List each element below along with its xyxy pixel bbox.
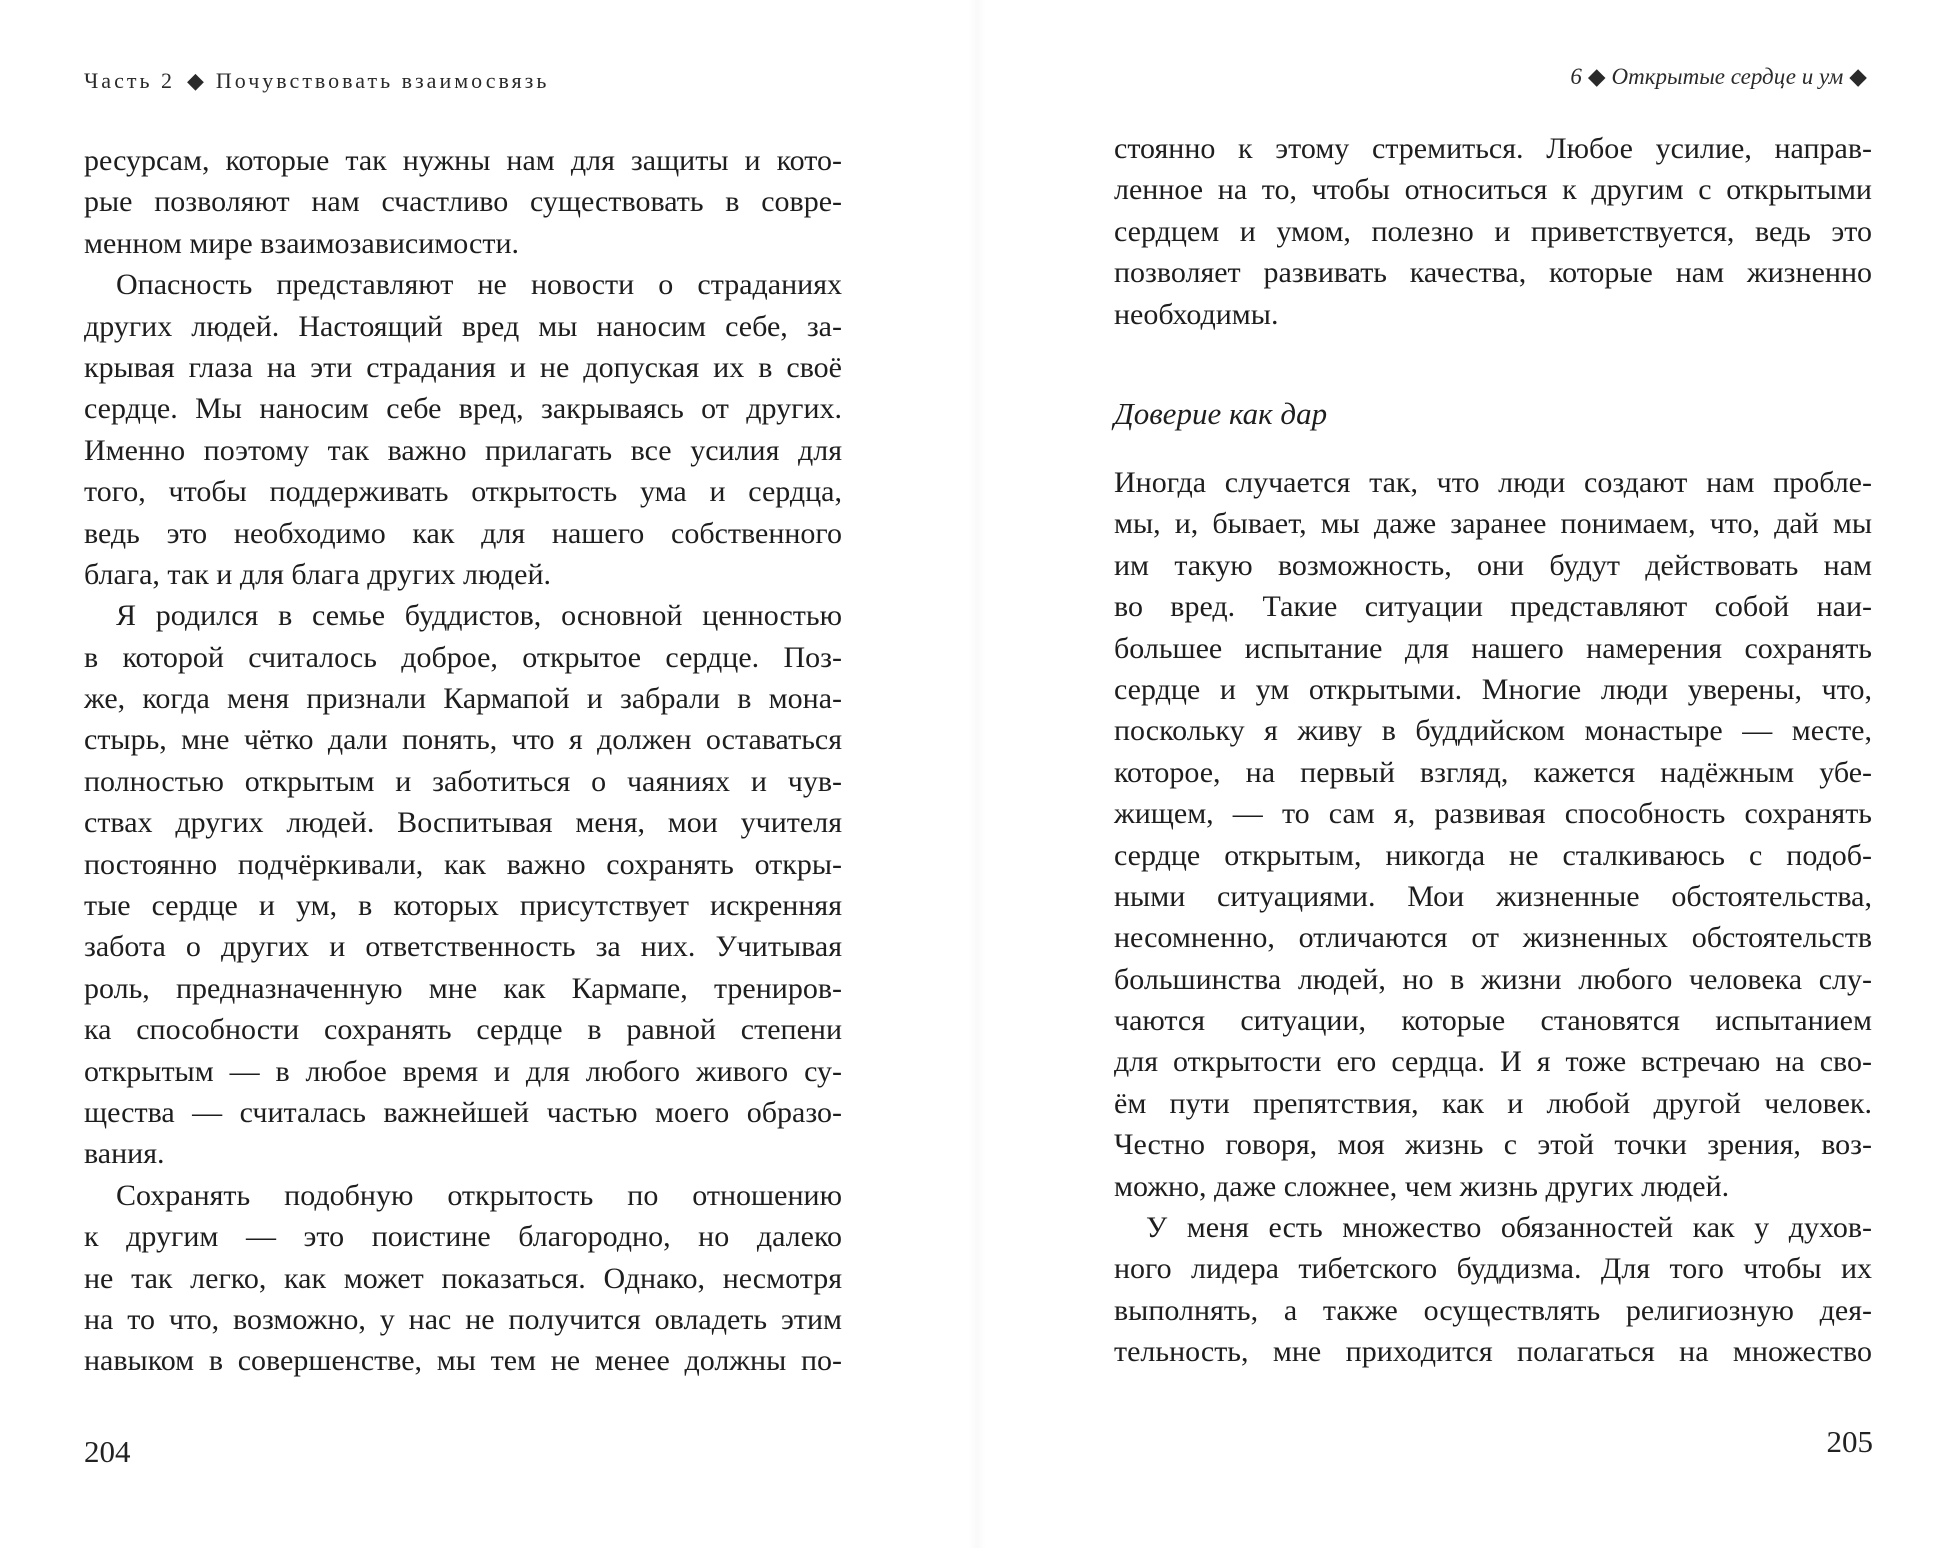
- text-line: сердце и ум открытыми. Многие люди уверены, что,: [1114, 672, 1872, 706]
- text-line: ного лидера тибетского буддизма. Для того чтобы их: [1114, 1252, 1872, 1286]
- text-line: ка способности сохранять сердце в равной степени: [84, 1013, 842, 1047]
- text-line: чаются ситуации, которые становятся испытанием: [1114, 1004, 1872, 1038]
- text-line: большее испытание для нашего намерения сохранять: [1114, 631, 1872, 665]
- text-line: же, когда меня признали Кармапой и забрали в мона-: [84, 682, 842, 716]
- text-line: крывая глаза на эти страдания и не допуская их в своё: [84, 350, 842, 384]
- book-gutter: [968, 0, 986, 1548]
- text-line: стоянно к этому стремиться. Любое усилие, направ-: [1114, 132, 1872, 165]
- text-line: можно, даже сложнее, чем жизнь других людей.: [1114, 1169, 1730, 1203]
- text-line: роль, предназначенную мне как Кармапе, трениров-: [84, 971, 842, 1005]
- text-line: того, чтобы поддерживать открытость ума и сердца,: [84, 475, 842, 509]
- text-line: ресурсам, которые так нужны нам для защиты и кото-: [84, 144, 842, 177]
- text-line: поскольку я живу в буддийском монастыре — месте,: [1114, 714, 1872, 748]
- section-heading: Доверие как дар: [1114, 396, 1328, 431]
- text-line: сердцем и умом, полезно и приветствуется, ведь это: [1114, 214, 1872, 248]
- text-line: сердце открытым, никогда не сталкиваюсь с подоб-: [1114, 838, 1872, 872]
- page-number: 204: [84, 1434, 131, 1469]
- text-line: ём пути препятствия, как и любой другой человек.: [1114, 1086, 1872, 1120]
- text-line: сердце. Мы наносим себе вред, закрываясь от других.: [84, 392, 842, 426]
- text-line: забота о других и ответственность за них. Учитывая: [84, 930, 842, 964]
- text-line: ведь это необходимо как для нашего собственного: [84, 516, 842, 550]
- text-line: для открытости его сердца. И я тоже встречаю на сво-: [1114, 1045, 1872, 1079]
- text-line: позволяет развивать качества, которые нам жизненно: [1114, 256, 1872, 290]
- text-line: щества — считалась важнейшей частью моего образо-: [84, 1095, 842, 1129]
- text-line: ствах других людей. Воспитывая меня, мои учителя: [84, 806, 842, 840]
- text-line: постоянно подчёркивали, как важно сохранять откры-: [84, 847, 842, 881]
- diamond-separator-icon: ◆: [1849, 64, 1867, 89]
- text-line: тельность, мне приходится полагаться на множество: [1114, 1335, 1872, 1369]
- text-line: других людей. Настоящий вред мы наносим себе, за-: [84, 309, 842, 343]
- text-line: которое, на первый взгляд, кажется надёжным убе-: [1114, 755, 1872, 789]
- text-line: блага, так и для блага других людей.: [84, 557, 552, 591]
- right-page: [990, 0, 1943, 1548]
- running-head-left: [84, 68, 549, 94]
- part-title: Почувствовать взаимосвязь: [215, 68, 550, 93]
- chapter-title: Открытые сердце и ум: [1611, 64, 1844, 89]
- text-line: не так легко, как может показаться. Однако, несмотря: [84, 1261, 842, 1295]
- left-page: [0, 0, 960, 1548]
- text-line: жищем, — то сам я, развивая способность сохранять: [1114, 797, 1872, 831]
- text-line: Я родился в семье буддистов, основной ценностью: [116, 599, 842, 633]
- text-line: Честно говоря, моя жизнь с этой точки зрения, воз-: [1114, 1128, 1872, 1162]
- diamond-separator-icon: ◆: [1587, 64, 1606, 89]
- text-line: им такую возможность, они будут действовать нам: [1114, 548, 1872, 582]
- text-line: мы, и, бывает, мы даже заранее понимаем, что, дай мы: [1114, 507, 1872, 541]
- text-line: вания.: [84, 1137, 165, 1171]
- text-line: Иногда случается так, что люди создают нам пробле-: [1114, 466, 1872, 499]
- text-line: открытым — в любое время и для любого живого су-: [84, 1054, 842, 1088]
- text-line: стырь, мне чётко дали понять, что я должен оставаться: [84, 723, 842, 757]
- text-line: большинства людей, но в жизни любого человека слу-: [1114, 962, 1872, 996]
- text-line: менном мире взаимозависимости.: [84, 226, 520, 260]
- text-line: У меня есть множество обязанностей как у духов-: [1146, 1211, 1872, 1245]
- page-number: 205: [1826, 1424, 1873, 1459]
- text-line: Сохранять подобную открытость по отношению: [116, 1178, 842, 1212]
- diamond-separator-icon: ◆: [186, 68, 204, 93]
- text-line: тые сердце и ум, в которых присутствует искренняя: [84, 889, 842, 923]
- text-line: во вред. Такие ситуации представляют собой наи-: [1114, 590, 1872, 624]
- text-line: Опасность представляют не новости о страданиях: [116, 268, 842, 302]
- text-line: необходимы.: [1114, 297, 1279, 331]
- chapter-number: 6: [1570, 64, 1582, 89]
- text-line: к другим — это поистине благородно, но далеко: [84, 1220, 842, 1254]
- text-line: навыком в совершенстве, мы тем не менее должны по-: [84, 1344, 842, 1378]
- right-page-body-top: [1114, 128, 1872, 335]
- left-page-body: [84, 140, 842, 1382]
- text-line: ными ситуациями. Мои жизненные обстоятельства,: [1114, 879, 1872, 913]
- text-line: ленное на то, чтобы относиться к другим с открытыми: [1114, 173, 1872, 207]
- text-line: на то что, возможно, у нас не получится овладеть этим: [84, 1302, 842, 1336]
- right-page-body-bottom: [1114, 462, 1872, 1373]
- part-label: Часть 2: [84, 68, 175, 93]
- text-line: Именно поэтому так важно прилагать все усилия для: [84, 433, 842, 467]
- text-line: полностью открытым и заботиться о чаяниях и чув-: [84, 764, 842, 798]
- text-line: рые позволяют нам счастливо существовать в совре-: [84, 185, 842, 219]
- running-head-right: [1570, 64, 1873, 90]
- text-line: выполнять, а также осуществлять религиозную дея-: [1114, 1293, 1872, 1327]
- text-line: в которой считалось доброе, открытое сердце. Поз-: [84, 640, 842, 674]
- text-line: несомненно, отличаются от жизненных обстоятельств: [1114, 921, 1872, 955]
